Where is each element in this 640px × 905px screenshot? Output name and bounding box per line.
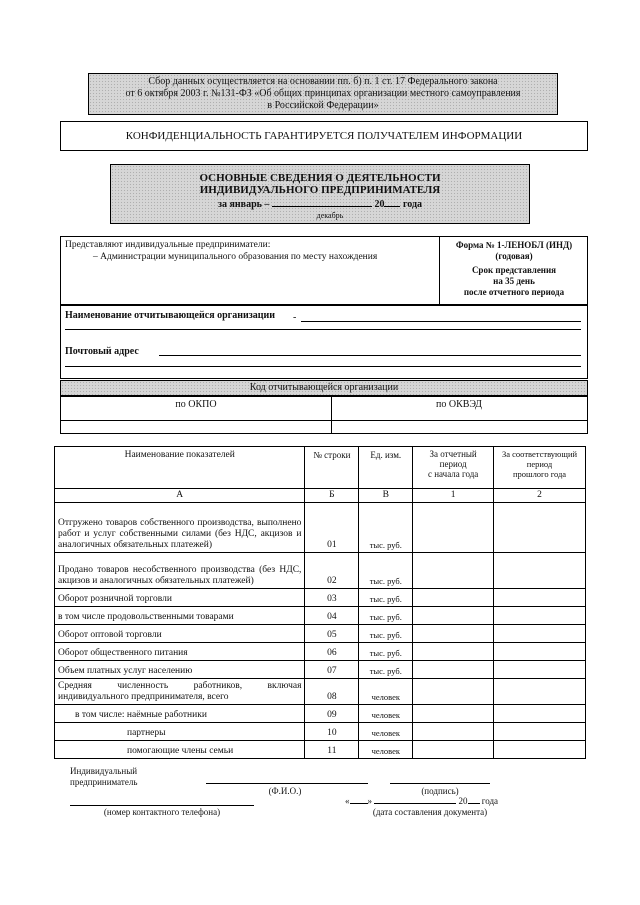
org-name-dash: - [293,312,297,323]
col-code-b: Б [305,489,359,503]
col-code-a: А [55,489,305,503]
column-codes-row [55,489,586,503]
fio-field[interactable] [206,772,368,784]
header-current-line-1: За отчетный [429,449,477,459]
postal-address-label: Почтовый адрес [65,346,139,357]
legal-basis-line-1: Сбор данных осуществляется на основании пп. б) п. 1 ст. 17 Федерального закона [148,76,498,87]
row-previous-cell[interactable] [494,607,586,625]
row-name: Отгружено товаров собственного производства, выполнено работ и услуг собственными силами (без НДС, акцизов и аналогичных обязательных платежей) [55,503,305,553]
period-year-prefix: 20 [374,199,385,210]
header-previous-line-3: прошлого года [512,469,567,479]
org-info-block [60,305,588,379]
row-previous-cell[interactable] [494,723,586,741]
confidentiality-box [60,121,588,151]
row-name: в том числе: наёмные работники [55,705,305,723]
date-year-suffix: года [481,796,499,806]
okved-value[interactable] [335,422,583,432]
table-row [55,705,586,723]
codes-divider [331,397,332,433]
row-line: 04 [305,607,359,625]
submitters-title: Представляют индивидуальные предприниматели: [65,240,271,250]
row-unit: человек [359,723,413,741]
row-line: 09 [305,705,359,723]
sign-caption: (подпись) [421,786,459,796]
form-name: Форма № 1-ЛЕНОБЛ (ИНД) [455,240,573,250]
row-current-cell[interactable] [413,679,494,705]
header-row-no: № строки [305,447,359,489]
table-row [55,625,586,643]
date-open-quote: « [345,796,350,806]
fio-caption: (Ф.И.О.) [268,786,302,796]
row-line: 11 [305,741,359,759]
legal-basis-line-3: в Российской Федерации» [267,100,379,111]
row-previous-cell[interactable] [494,589,586,607]
signature-ip-line-2: предприниматель [70,777,138,787]
date-year-field[interactable] [468,795,480,804]
row-unit: тыс. руб. [359,589,413,607]
row-name: помогающие члены семьи [55,741,305,759]
row-line: 07 [305,661,359,679]
table-row [55,553,586,589]
row-current-cell[interactable] [413,625,494,643]
row-current-cell[interactable] [413,723,494,741]
date-close-quote: » [367,796,372,806]
table-row [55,503,586,553]
row-line: 03 [305,589,359,607]
row-current-cell[interactable] [413,741,494,759]
postal-address-line-2 [65,366,581,367]
table-header-row [55,447,586,489]
row-name: партнеры [55,723,305,741]
deadline-line-2: на 35 день [493,276,535,286]
row-current-cell[interactable] [413,705,494,723]
col-code-2: 2 [494,489,586,503]
period-year-suffix: года [402,199,422,210]
confidentiality-text: КОНФИДЕНЦИАЛЬНОСТЬ ГАРАНТИРУЕТСЯ ПОЛУЧАТЕЛЕМ ИНФОРМАЦИИ [125,130,523,142]
row-line: 08 [305,679,359,705]
row-current-cell[interactable] [413,643,494,661]
codes-title: Код отчитывающейся организации [249,382,399,393]
row-unit: человек [359,705,413,723]
date-line [345,795,525,807]
legal-basis-line-2: от 6 октября 2003 г. №131-ФЗ «Об общих принципах организации местного самоуправления [125,88,521,99]
row-unit: тыс. руб. [359,643,413,661]
row-name: Оборот оптовой торговли [55,625,305,643]
okpo-value[interactable] [65,422,327,432]
codes-row-divider [61,420,587,421]
header-unit: Ед. изм. [359,447,413,489]
table-row [55,723,586,741]
deadline-line-1: Срок представления [471,265,557,275]
form-info [441,240,587,298]
row-unit: тыс. руб. [359,625,413,643]
row-current-cell[interactable] [413,553,494,589]
legal-basis-box [88,73,558,115]
signature-ip-label [70,766,137,788]
row-unit: тыс. руб. [359,553,413,589]
signature-field[interactable] [390,772,490,784]
row-current-cell[interactable] [413,589,494,607]
header-current [413,447,494,489]
table-row [55,661,586,679]
phone-field[interactable] [70,794,254,806]
table-row [55,607,586,625]
row-unit: тыс. руб. [359,607,413,625]
submitters-item: – Администрации муниципального образования по месту нахождения [93,252,378,262]
row-current-cell[interactable] [413,661,494,679]
row-previous-cell[interactable] [494,705,586,723]
table-row [55,679,586,705]
row-line: 05 [305,625,359,643]
table-row [55,643,586,661]
date-year-prefix: 20 [458,796,468,806]
date-day-field[interactable] [350,795,368,804]
period-prefix: за январь – [217,199,270,210]
row-previous-cell[interactable] [494,553,586,589]
org-name-input[interactable] [301,310,581,322]
row-previous-cell[interactable] [494,503,586,553]
okpo-label: по ОКПО [175,399,217,410]
period-year-field[interactable] [384,197,400,207]
row-unit: человек [359,741,413,759]
header-previous-line-2: период [526,459,553,469]
row-unit: тыс. руб. [359,661,413,679]
header-current-line-2: период [439,459,467,469]
row-name: Средняя численность работников, включая индивидуального предпринимателя, всего [55,679,305,705]
deadline-line-3: после отчетного периода [463,287,565,297]
row-name: Оборот общественного питания [55,643,305,661]
submitters-block [60,236,588,305]
col-code-v: В [359,489,413,503]
row-current-cell[interactable] [413,607,494,625]
header-previous [494,447,586,489]
row-name: Оборот розничной торговли [55,589,305,607]
table-row [55,589,586,607]
date-caption: (дата составления документа) [372,807,488,817]
indicators-table [54,446,586,759]
row-line: 02 [305,553,359,589]
row-name: в том числе продовольственными товарами [55,607,305,625]
title-line-2: ИНДИВИДУАЛЬНОГО ПРЕДПРИНИМАТЕЛЯ [199,184,441,196]
postal-address-input[interactable] [159,344,581,356]
row-line: 01 [305,503,359,553]
org-name-line-2 [65,329,581,330]
codes-table [60,396,588,434]
row-name: Объем платных услуг населению [55,661,305,679]
table-row [55,741,586,759]
title-line-1: ОСНОВНЫЕ СВЕДЕНИЯ О ДЕЯТЕЛЬНОСТИ [199,172,441,184]
date-month-field[interactable] [374,795,456,804]
org-name-label: Наименование отчитывающейся организации [65,310,276,321]
row-previous-cell[interactable] [494,625,586,643]
submitters-divider [439,237,440,304]
form-frequency: (годовая) [495,251,533,261]
row-current-cell[interactable] [413,503,494,553]
row-previous-cell[interactable] [494,741,586,759]
phone-caption: (номер контактного телефона) [103,807,221,817]
header-previous-line-1: За соответствующий [502,449,578,459]
period-month: декабрь [316,211,344,220]
header-name: Наименование показателей [55,447,305,489]
row-previous-cell[interactable] [494,643,586,661]
period-month-field[interactable] [272,197,372,207]
period-line [111,197,529,211]
row-line: 06 [305,643,359,661]
row-previous-cell[interactable] [494,679,586,705]
title-box [110,164,530,224]
row-name: Продано товаров несобственного производства (без НДС, акцизов и аналогичных обязательных платежей) [55,553,305,589]
row-previous-cell[interactable] [494,661,586,679]
codes-title-row [60,380,588,396]
row-unit: человек [359,679,413,705]
col-code-1: 1 [413,489,494,503]
row-line: 10 [305,723,359,741]
signature-ip-line-1: Индивидуальный [70,766,138,776]
okved-label: по ОКВЭД [436,399,482,410]
row-unit: тыс. руб. [359,503,413,553]
header-current-line-3: с начала года [427,469,479,479]
